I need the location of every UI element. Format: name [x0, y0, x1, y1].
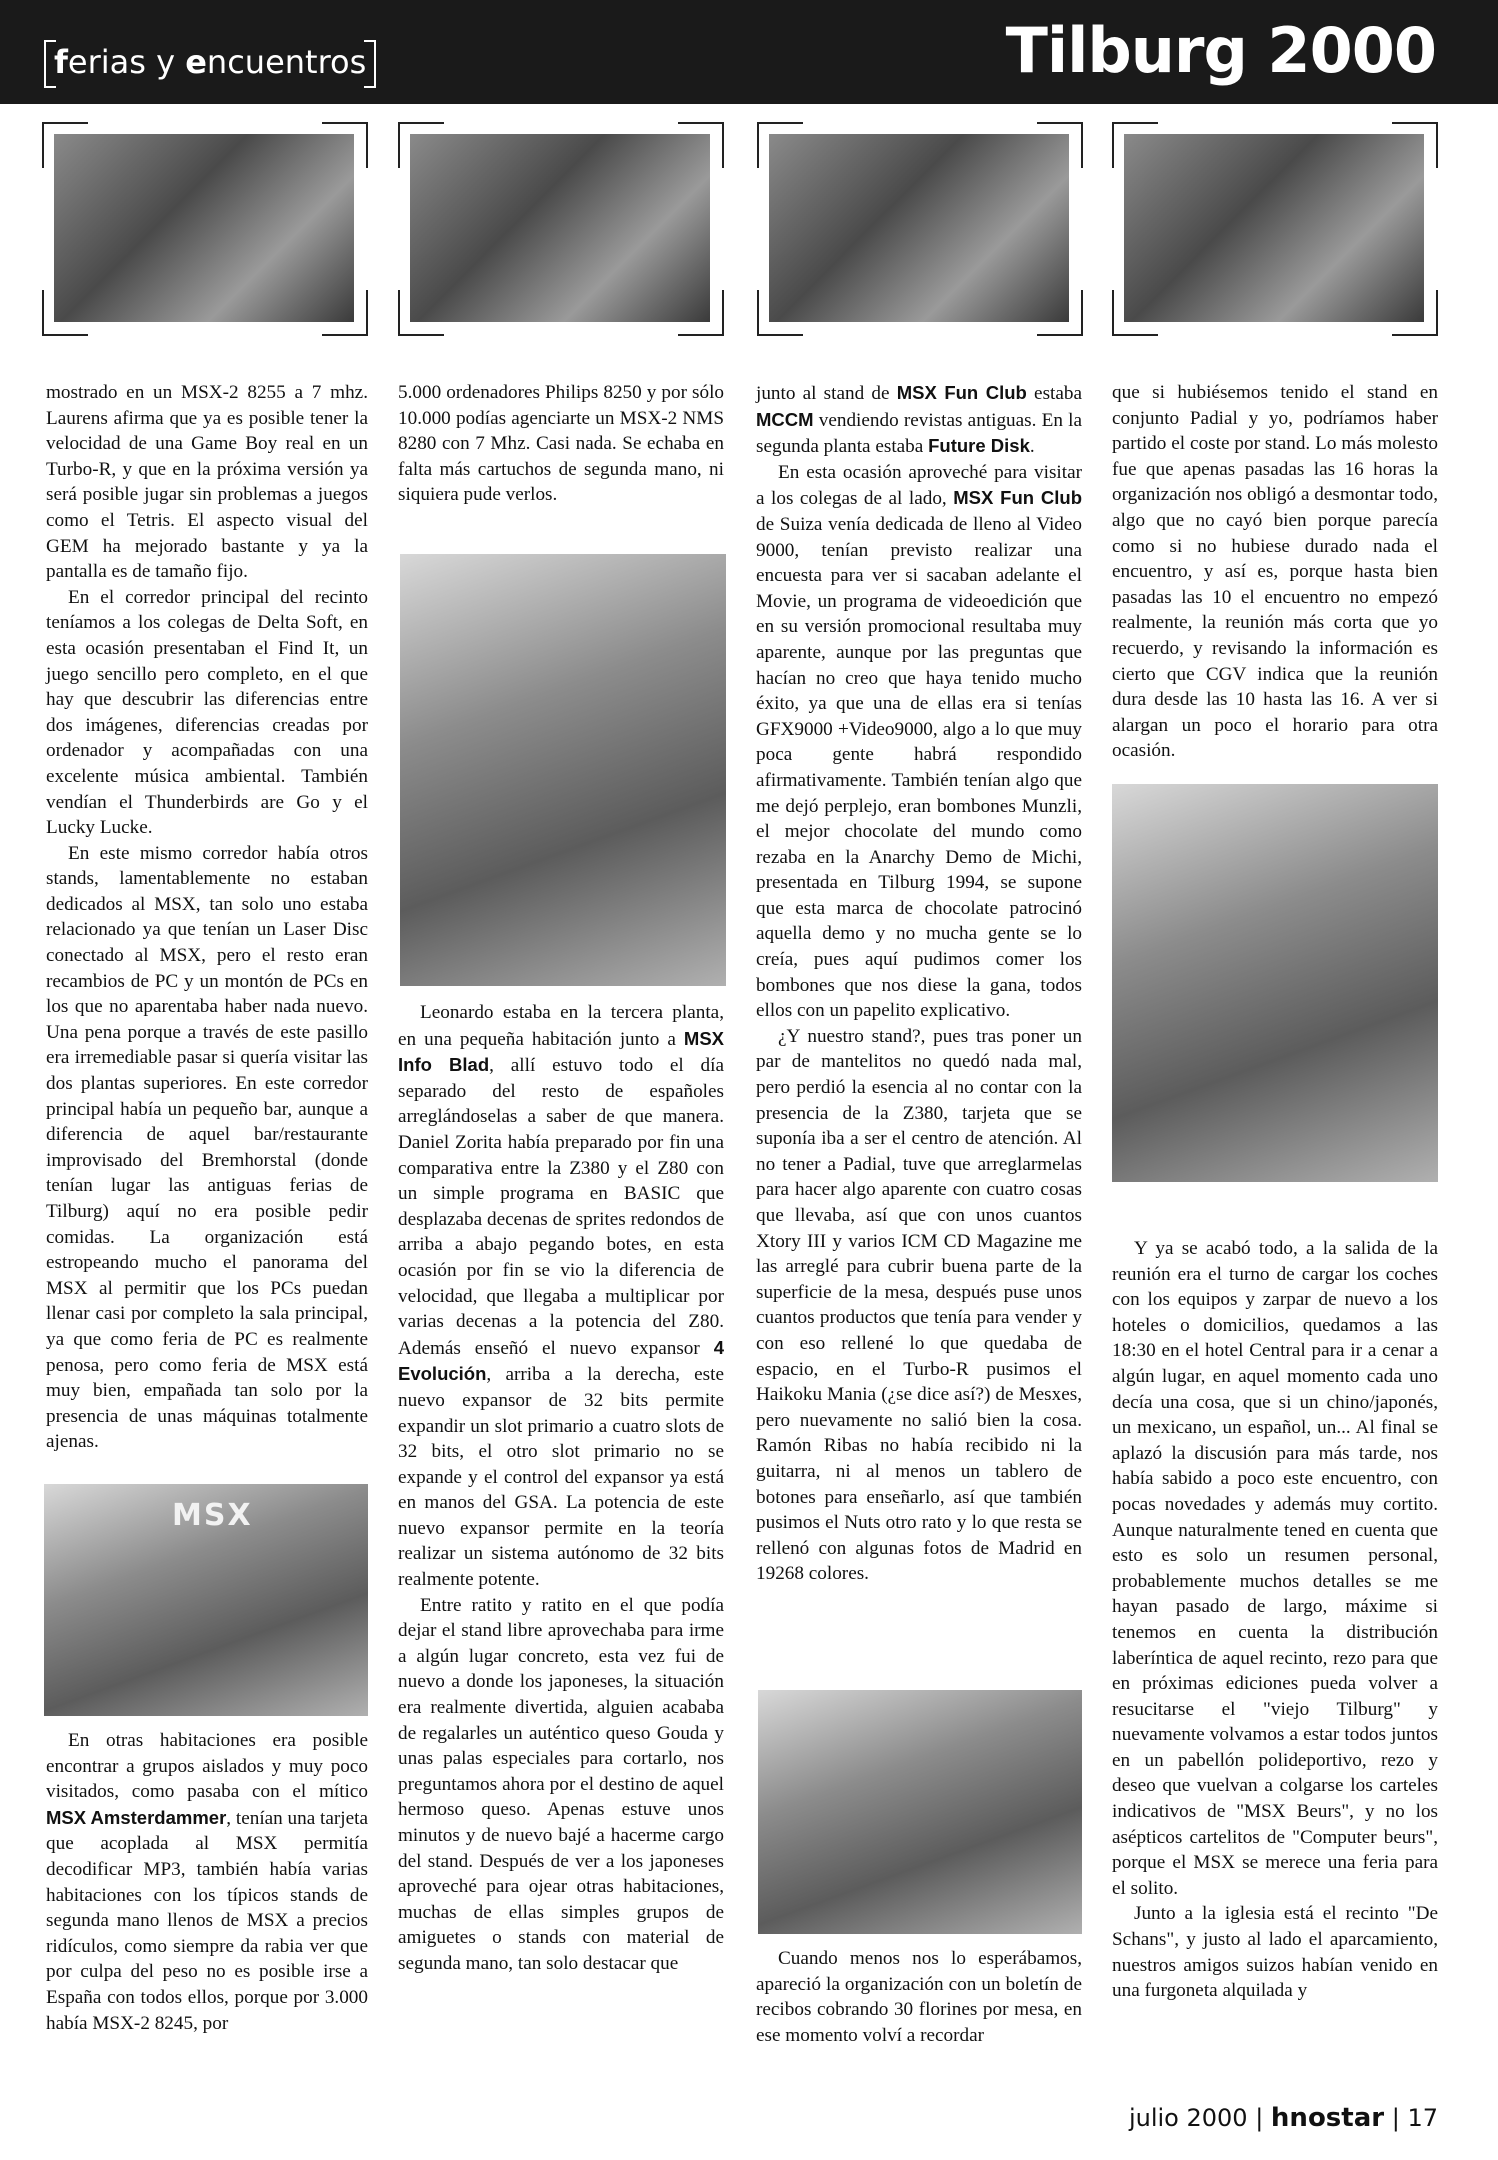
- column-2: [398, 380, 724, 508]
- paragraph: que si hubiésemos tenido el stand en conjunto Padial y yo, podríamos haber partido el coste por stand. Lo más molesto fue que apenas pasadas las 16 horas la organización nos obligó a desmontar todo, algo que no cayó bien porque parecía como si no hubiese durado nada el encuentro, y así es, porque hasta bien pasadas las 10 el encuentro no empezó realmente, la reunión más corta que yo recuerdo, y revisando la información es cierto que CGV indica que la reunión dura desde las 10 hasta las 16. A ver si alargan un poco el horario para otra ocasión.: [1112, 382, 1438, 762]
- header-bar: [0, 0, 1498, 104]
- issue-date: julio 2000: [1128, 2104, 1248, 2132]
- paragraph: En esta ocasión aproveché para visitar a los colegas de al lado, MSX Fun Club de Suiza venía dedicada de lleno al Video 9000, tenían previsto realizar una encuesta para ver si sacaban adelante el Movie, un programa de videoedición que en su versión promocional resultaba muy aparente, aunque por las preguntas que hacían no creo que haya tenido mucho éxito, ya que una de ellas era si tenías GFX9000 +Video9000, algo a lo que muy poca gente habrá respondido afirmativamente. También tenían algo que me dejó perplejo, eran bombones Munzli, el mejor chocolate del mundo como rezaba en la Anarchy Demo de Michi, presentada en Tilburg 1994, se supone que esta marca de chocolate patrocinó aquella demo y no mucha gente se lo creía, pues aquí pudimos comer los bombones que nos diese la gana, todos ellos con un papelito explicativo.: [756, 461, 1083, 1022]
- photo-games-table: [54, 134, 354, 322]
- photo-stand-people: [410, 134, 710, 322]
- page-number: 17: [1407, 2104, 1438, 2132]
- product-name: 4 Evolución: [398, 1336, 724, 1385]
- section-text: ncuentros: [206, 43, 367, 81]
- paragraph: Leonardo estaba en la tercera planta, en una pequeña habitación junto a MSX Info Blad, allí estuvo todo el día separado del resto de españoles arreglándoselas a saber de que manera. Daniel Zorita había preparado por fin una comparativa entre la Z380 y el Z80 con un simple programa en BASIC que desplazaba decenas de sprites redondos de arriba a abajo pegando botes, en esta ocasión por fin se vio la diferencia de velocidad, que llegaba a multiplicar por varias decenas a la potencia del Z80. Además enseñó el nuevo expansor 4 Evolución, arriba a la derecha, este nuevo expansor de 32 bits permite expandir un slot primario a cuatro slots de 32 bits, el otro slot primario no se expande y el control del expansor ya está en manos del GSA. La potencia de este nuevo expansor permite en la teoría realizar un sistema autónomo de 32 bits realmente potente.: [398, 1002, 724, 1591]
- top-photo-2: [398, 122, 724, 336]
- paragraph: Cuando menos nos lo esperábamos, apareció la organización con un boletín de recibos cobrando 30 florines por mesa, en ese momento volví a recordar: [756, 1948, 1082, 2046]
- footer-separator: |: [1255, 2104, 1264, 2132]
- paragraph: junto al stand de MSX Fun Club estaba MCCM vendiendo revistas antiguas. En la segunda planta estaba Future Disk.: [756, 382, 1082, 458]
- page-footer: [1129, 2103, 1438, 2133]
- paragraph: Entre ratito y ratito en el que podía dejar el stand libre aprovechaba para irme a algún lugar concreto, esta vez fui de nuevo a donde los japoneses, la situación era realmente divertida, alguien acababa de regalarles un auténtico queso Gouda y unas palas especiales para cortarlo, nos preguntamos ahora por el destino de aquel hermoso queso. Apenas estuve unos minutos y de nuevo bajé a hacerme cargo del stand. Después de ver a los japoneses aproveché para ojear otras habitaciones, muchas de ellas simples grupos de amiguetes o stands con material de segunda mano, tan solo destacar que: [398, 1594, 724, 1974]
- top-photo-4: [1112, 122, 1438, 336]
- section-initial: e: [185, 43, 207, 81]
- paragraph: En el corredor principal del recinto teníamos a los colegas de Delta Soft, en esta ocasión presentaban el Find It, un juego sencillo pero completo, en el que hay que descubrir las diferencias entre dos imágenes, diferencias creadas por ordenador y acompañadas con una excelente música ambiental. También vendían el Thunderbirds are Go y el Lucky Lucke.: [46, 586, 368, 839]
- org-name: MSX Fun Club: [896, 382, 1027, 403]
- paragraph: 5.000 ordenadores Philips 8250 y por sólo 10.000 podías agenciarte un MSX-2 NMS 8280 con 7 Mhz. Casi nada. Se echaba en falta más cartuchos de segunda mano, ni siquiera pude verlos.: [398, 382, 724, 506]
- page-title: Tilburg 2000: [1005, 14, 1436, 87]
- section-text: erias y: [67, 43, 186, 81]
- column-3: [756, 380, 1082, 1587]
- photo-msx-computer: [769, 134, 1069, 322]
- photo-msx-banner-stand: [44, 1484, 368, 1716]
- column-2-bottom: [398, 1000, 724, 1977]
- column-4-bottom: [1112, 1236, 1438, 2004]
- footer-separator: |: [1391, 2104, 1400, 2132]
- paragraph: Y ya se acabó todo, a la salida de la reunión era el turno de cargar los coches con los equipos y zarpar de nuevo a los hoteles o domicilios, quedamos a las 18:30 en el hotel Central para ir a cenar a algún lugar, en aquel momento cada uno decía una cosa, que si un chino/japonés, un mexicano, un español, un... Al final se aplazó la discusión para más tarde, nos había sabido a poco este encuentro, con pocas novedades y además muy cortito. Aunque naturalmente tened en cuenta que esto es solo un resumen personal, probablemente muchos detalles se me hayan pasado de largo, máxime si tenemos en cuenta la distribución laberíntica de aquel recinto, rezo para que en próximas ediciones pueda volver a resucitarse el "viejo Tilburg" y nuevamente volvamos a estar todos juntos en un pabellón polideportivo, rezo y deseo que vuelvan a colgarse los carteles indicativos de "MSX Beurs", y no los asépticos cartelitos de "Computer beurs", porque el MSX se merece una feria para el solito.: [1112, 1238, 1438, 1899]
- photo-japanese-group: [758, 1690, 1082, 1934]
- org-name: MSX Fun Club: [953, 487, 1083, 509]
- section-initial: f: [54, 43, 68, 81]
- photo-expansion-boards: [1112, 784, 1438, 1182]
- column-3-bottom: [756, 1946, 1082, 2048]
- org-name: MSX Info Blad: [398, 1027, 724, 1076]
- column-1-bottom: [46, 1728, 368, 2036]
- column-4: [1112, 380, 1438, 764]
- paragraph: En este mismo corredor había otros stands, lamentablemente no estaban dedicados al MSX, tan solo uno estaba relacionado ya que tenían un Laser Disc conectado al MSX, pero el resto eran recambios de PC y un montón de PCs en los que no aparentaba haber nada nuevo. Una pena porque a través de este pasillo era irremediable pasar si quería visitar las dos plantas superiores. En este corredor principal había un pequeño bar, aunque a diferencia de aquel bar/restaurante improvisado del Bremhorstal (donde tenían lugar las antiguas ferias de Tilburg) aquí no era posible pedir comidas. La organización está estropeando mucho el panorama del MSX al permitir que los PCs puedan llenar casi por completo la sala principal, ya que como feria de PC es realmente penosa, pero como feria de MSX está muy bien, empañada tan solo por la presencia de unas máquinas totalmente ajenas.: [46, 842, 368, 1453]
- photo-japanese-stand: [400, 554, 726, 986]
- paragraph: mostrado en un MSX-2 8255 a 7 mhz. Laurens afirma que ya es posible tener la velocidad de una Game Boy real en un Turbo-R, y que en la próxima versión ya será posible jugar sin problemas a juegos como el Tetris. El aspecto visual del GEM ha mejorado bastante y ya la pantalla es de tamaño fijo.: [46, 382, 368, 583]
- photo-visitors: [1124, 134, 1424, 322]
- org-name: Future Disk: [928, 435, 1030, 457]
- section-label: [44, 40, 376, 84]
- paragraph: ¿Y nuestro stand?, pues tras poner un par de mantelitos no quedó nada mal, pero perdió la esencia al no contar con la presencia de la Z380, tarjeta que se suponía iba a ser el centro de atención. Al no tener a Padial, tuve que arreglarmelas para hacer algo aparente con cuatro cosas que llevaba, así que con unos cuantos Xtory III y varios ICM CD Magazine me las arreglé para cubrir buena parte de la superficie de la mesa, después puse unos cuantos productos que tenía para vender y con eso rellené lo que quedaba de espacio, en el Turbo-R pusimos el Haikoku Mania (¿se dice así?) de Mesxes, pero nuevamente no salió bien la cosa. Ramón Ribas no había recibido ni la guitarra, ni al menos un tablero de botones para enseñarlo, así que también pusimos el Nuts otro rato y lo que resta se rellenó con algunas fotos de Madrid en 19268 colores.: [756, 1025, 1082, 1585]
- magazine-brand: hnostar: [1270, 2103, 1385, 2133]
- column-1: [46, 380, 368, 1455]
- org-name: MCCM: [756, 408, 814, 430]
- msx-banner-text: MSX: [172, 1498, 253, 1533]
- top-photo-3: [757, 122, 1083, 336]
- org-name: MSX Amsterdammer: [46, 1806, 227, 1828]
- paragraph: En otras habitaciones era posible encontrar a grupos aislados y muy poco visitados, como pasaba con el mítico MSX Amsterdammer, tenían una tarjeta que acoplada al MSX permitía decodificar MP3, también había varias habitaciones con los típicos stands de segunda mano llenos de MSX a precios ridículos, como siempre da rabia ver que por culpa del peso no es posible irse a España con todos ellos, porque por 3.000 había MSX-2 8245, por: [46, 1730, 368, 2034]
- top-photo-1: [42, 122, 368, 336]
- paragraph: Junto a la iglesia está el recinto "De Schans", y justo al lado el aparcamiento, nuestros amigos suizos habían venido en una furgoneta alquilada y: [1112, 1903, 1438, 2002]
